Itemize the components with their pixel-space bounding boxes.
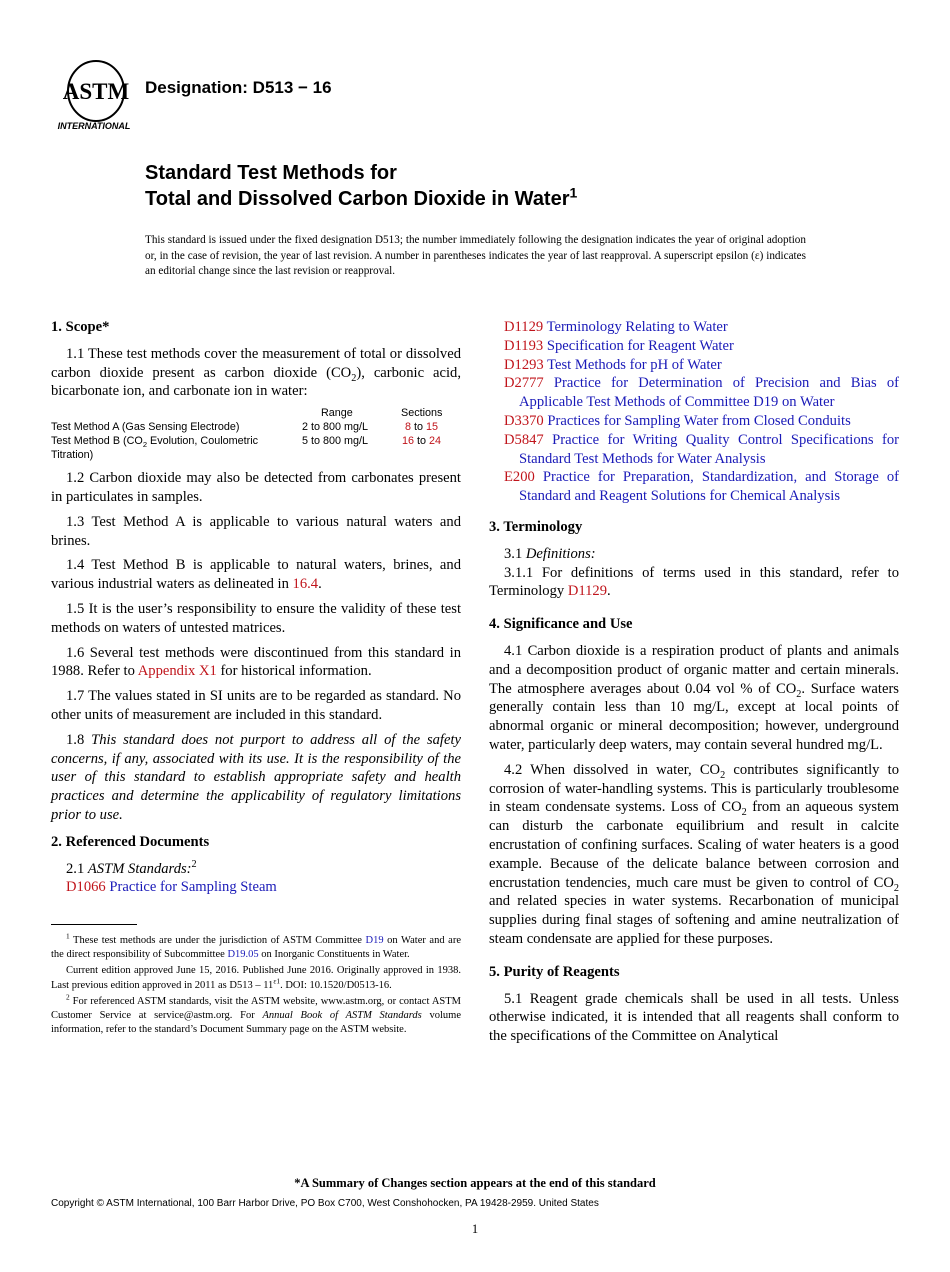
reference-d5847[interactable]: D5847 Practice for Writing Quality Control Specifications for Standard Test Methods for Water Analysis [504, 431, 899, 467]
section-heading-referenced: 2. Referenced Documents [51, 833, 210, 850]
link-16-4[interactable]: 16.4 [292, 576, 319, 593]
paragraph-3-1-1: 3.1.1 For definitions of terms used in this standard, refer to Terminology D1129. [489, 564, 899, 600]
astm-logo-subtext: INTERNATIONAL [57, 121, 131, 131]
title-footnote-mark: 1 [569, 184, 578, 201]
section-heading-scope: 1. Scope* [51, 319, 110, 335]
reference-d1066[interactable]: D1066 Practice for Sampling Steam [66, 879, 277, 896]
reference-d1293[interactable]: D1293 Test Methods for pH of Water [504, 356, 722, 373]
paragraph-3-1: 3.1 Definitions: [504, 545, 596, 562]
reference-d3370[interactable]: D3370 Practices for Sampling Water from Closed Conduits [504, 412, 851, 429]
copyright: Copyright © ASTM International, 100 Barr Harbor Drive, PO Box C700, West Conshohocken, PA 19428-2959. United States [51, 1198, 599, 1209]
paragraph-1-5: 1.5 It is the user’s responsibility to ensure the validity of these test methods on waters of untested matrices. [51, 600, 461, 636]
paragraph-4-1: 4.1 Carbon dioxide is a respiration product of plants and animals and a decomposition product of organic matter and certain minerals. The atmosphere averages about 0.04 vol % of $CO_2$. Surface waters generally contain less than 10 mg/L, except at local points of abnormal organic or mineral decomposition; however, underground water, particularly deep waters, may contain several hundred mg/L. [489, 642, 899, 753]
left-column [51, 318, 461, 897]
title-line-2: Total and Dissolved Carbon Dioxide in Water$^1$ [145, 184, 578, 210]
paragraph-1-3: 1.3 Test Method A is applicable to various natural waters and brines. [51, 513, 461, 549]
issue-note: This standard is issued under the fixed designation D513; the number immediately following the designation indicates the year of original adoption or, in the case of revision, the year of last revision. A number in parentheses indicates the year of last reapproval. A superscript epsilon (ε) indicates an editorial change since the last revision or reapproval. [145, 234, 806, 277]
section-heading-significance: 4. Significance and Use [489, 616, 633, 633]
astm-logo-text: ASTM [62, 79, 130, 104]
table-row-b-name-line2: Titration) [51, 449, 94, 462]
table-row-a-sections: 8 to 15 [405, 421, 439, 434]
footnote-1: $^1$ These test methods are under the jurisdiction of ASTM Committee D19 on Water and are the direct responsibility of Subcommittee D19.05 on Inorganic Constituents in Water. [51, 931, 461, 961]
table-row-b-range: 5 to 800 mg/L [302, 435, 369, 448]
test-method-table [51, 407, 461, 463]
astm-logo [52, 55, 136, 133]
link-d19[interactable]: D19 [365, 935, 384, 946]
reference-e200[interactable]: E200 Practice for Preparation, Standardization, and Storage of Standard and Reagent Solutions for Chemical Analysis [504, 469, 899, 505]
paragraph-1-2: 1.2 Carbon dioxide may also be detected from carbonates present in particulates in samples. [51, 470, 461, 505]
table-row-b-sections: 16 to 24 [402, 435, 442, 448]
reference-d1129[interactable]: D1129 Terminology Relating to Water [504, 319, 728, 335]
reference-d1193[interactable]: D1193 Specification for Reagent Water [504, 337, 734, 354]
paragraph-1-4: 1.4 Test Method B is applicable to natural waters, brines, and various industrial waters as delineated in 16.4. [51, 557, 461, 593]
document-title [145, 160, 577, 212]
table-header-sections: Sections [401, 407, 443, 420]
page-number: 1 [471, 1222, 479, 1236]
designation: Designation: D513 − 16 [145, 78, 332, 97]
link-d19-05[interactable]: D19.05 [227, 949, 259, 961]
link-d1129[interactable]: D1129 [567, 583, 608, 600]
paragraph-5-1: 5.1 Reagent grade chemicals shall be used in all tests. Unless otherwise indicated, it is intended that all reagents shall conform to the specifications of the Committee on Analytical [489, 990, 899, 1045]
footnote-divider [51, 924, 137, 925]
paragraph-4-2: 4.2 When dissolved in water, $CO_2$ contributes significantly to corrosion of water-handling systems. This is particularly troublesome in steam condensate systems. Loss of $CO_2$ from an aqueous system can disturb the carbonate equilibrium and result in calcite encrustation of confining surfaces. Scaling of water heaters is a good example. Because of the delicate balance between corrosion and encrustation tendencies, much care must be given to control of $CO_2$ and related species in water systems. Recarbonation of municipal supplies during final stages of softening and amine neutralization of steam condensate are applied for these purposes. [489, 761, 899, 947]
title-line-1: Standard Test Methods for [145, 162, 397, 184]
table-row-b-name: Test Method B ($CO_2$ Evolution, Coulometric [51, 435, 259, 450]
section-heading-terminology: 3. Terminology [489, 518, 583, 535]
summary-of-changes-note: *A Summary of Changes section appears at the end of this standard [294, 1176, 656, 1190]
paragraph-1-7: 1.7 The values stated in SI units are to be regarded as standard. No other units of measurement are included in this standard. [51, 688, 461, 723]
paragraph-1-6: 1.6 Several test methods were discontinued from this standard in 1988. Refer to Appendix X1 for historical information. [51, 644, 461, 680]
reference-list [489, 318, 899, 506]
reference-d2777[interactable]: D2777 Practice for Determination of Precision and Bias of Applicable Test Methods of Committee D19 on Water [504, 375, 899, 411]
paragraph-1-1: 1.1 These test methods cover the measurement of total or dissolved carbon dioxide present as carbon dioxide $(CO_2)$, carbonic acid, bicarbonate ion, and carbonate ion in water: [51, 345, 461, 400]
section-heading-purity: 5. Purity of Reagents [489, 963, 620, 980]
paragraph-2-1: 2.1 ASTM Standards:$^2$ [66, 858, 197, 877]
footnotes [51, 931, 461, 1039]
footnote-2: $^2$ For referenced ASTM standards, visit the ASTM website, www.astm.org, or contact ASTM Customer Service at service@astm.org. For Annual Book of ASTM Standards volume information, refer to the standard’s Document Summary page on the ASTM website. [51, 992, 461, 1036]
table-header-range: Range [321, 407, 353, 420]
footnote-1-edition: Current edition approved June 15, 2016. Published June 2016. Originally approved in 1938. Last previous edition approved in 2011 as $D513 - 11^{\varepsilon 1}$. DOI: 10.1520/D0513-16. [51, 965, 461, 991]
link-appendix-x1[interactable]: Appendix X1 [137, 663, 217, 680]
table-row-a-name: Test Method A (Gas Sensing Electrode) [51, 421, 240, 434]
right-column [489, 318, 899, 1052]
table-row-a-range: 2 to 800 mg/L [302, 421, 369, 434]
paragraph-1-8: 1.8 This standard does not purport to address all of the safety concerns, if any, associated with its use. It is the responsibility of the user of this standard to establish appropriate safety and health practices and determine the applicability of regulatory limitations prior to use. [51, 731, 461, 823]
